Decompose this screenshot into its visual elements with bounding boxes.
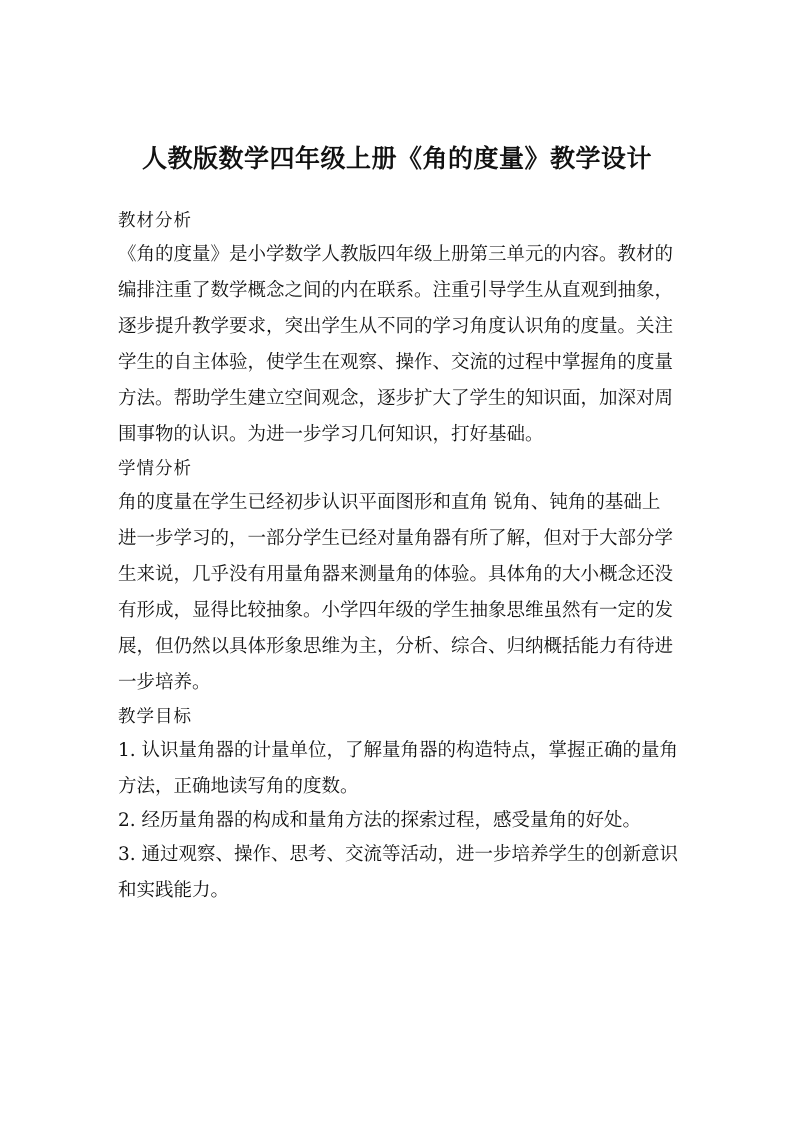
text-line: 有形成，显得比较抽象。小学四年级的学生抽象思维虽然有一定的发 [118,600,674,621]
section-heading-teaching-goals: 教学目标 [118,707,192,727]
text-line: 进一步学习的，一部分学生已经对量角器有所了解，但对于大部分学 [118,528,674,549]
text-line: 生来说，几乎没有用量角器来测量角的体验。具体角的大小概念还没 [118,564,674,585]
text-line: 角的度量在学生已经初步认识平面图形和直角 锐角、钝角的基础上 [118,492,661,513]
document-body [118,206,678,910]
text-line: 围事物的认识。为进一步学习几何知识，打好基础。 [118,424,544,445]
goal-item-2 [118,806,678,836]
paragraph-student-analysis [118,488,678,698]
text-line: 编排注重了数学概念之间的内在联系。注重引导学生从直观到抽象， [118,280,674,301]
text-line: 3. 通过观察、操作、思考、交流等活动，进一步培养学生的创新意识 [118,844,679,865]
text-line: 学生的自主体验，使学生在观察、操作、交流的过程中掌握角的度量 [118,352,674,373]
document-title: 人教版数学四年级上册《角的度量》教学设计 [141,144,652,173]
text-line: 1. 认识量角器的计量单位，了解量角器的构造特点，掌握正确的量角 [118,740,679,761]
text-line: 2. 经历量角器的构成和量角方法的探索过程，感受量角的好处。 [118,810,642,831]
text-line: 方法，正确地读写角的度数。 [118,776,359,797]
section-heading-textbook-analysis: 教材分析 [118,211,192,231]
text-line: 展，但仍然以具体形象思维为主，分析、综合、归纳概括能力有待进 [118,636,674,657]
text-line: 逐步提升教学要求，突出学生从不同的学习角度认识角的度量。关注 [118,316,674,337]
text-line: 一步培养。 [118,672,211,693]
text-line: 和实践能力。 [118,880,230,901]
text-line: 方法。帮助学生建立空间观念，逐步扩大了学生的知识面，加深对周 [118,388,674,409]
goal-item-3 [118,840,678,906]
paragraph-textbook-analysis [118,240,678,450]
goal-item-1 [118,736,678,802]
text-line: 《角的度量》是小学数学人教版四年级上册第三单元的内容。教材的 [118,244,674,265]
section-heading-student-analysis: 学情分析 [118,459,192,479]
